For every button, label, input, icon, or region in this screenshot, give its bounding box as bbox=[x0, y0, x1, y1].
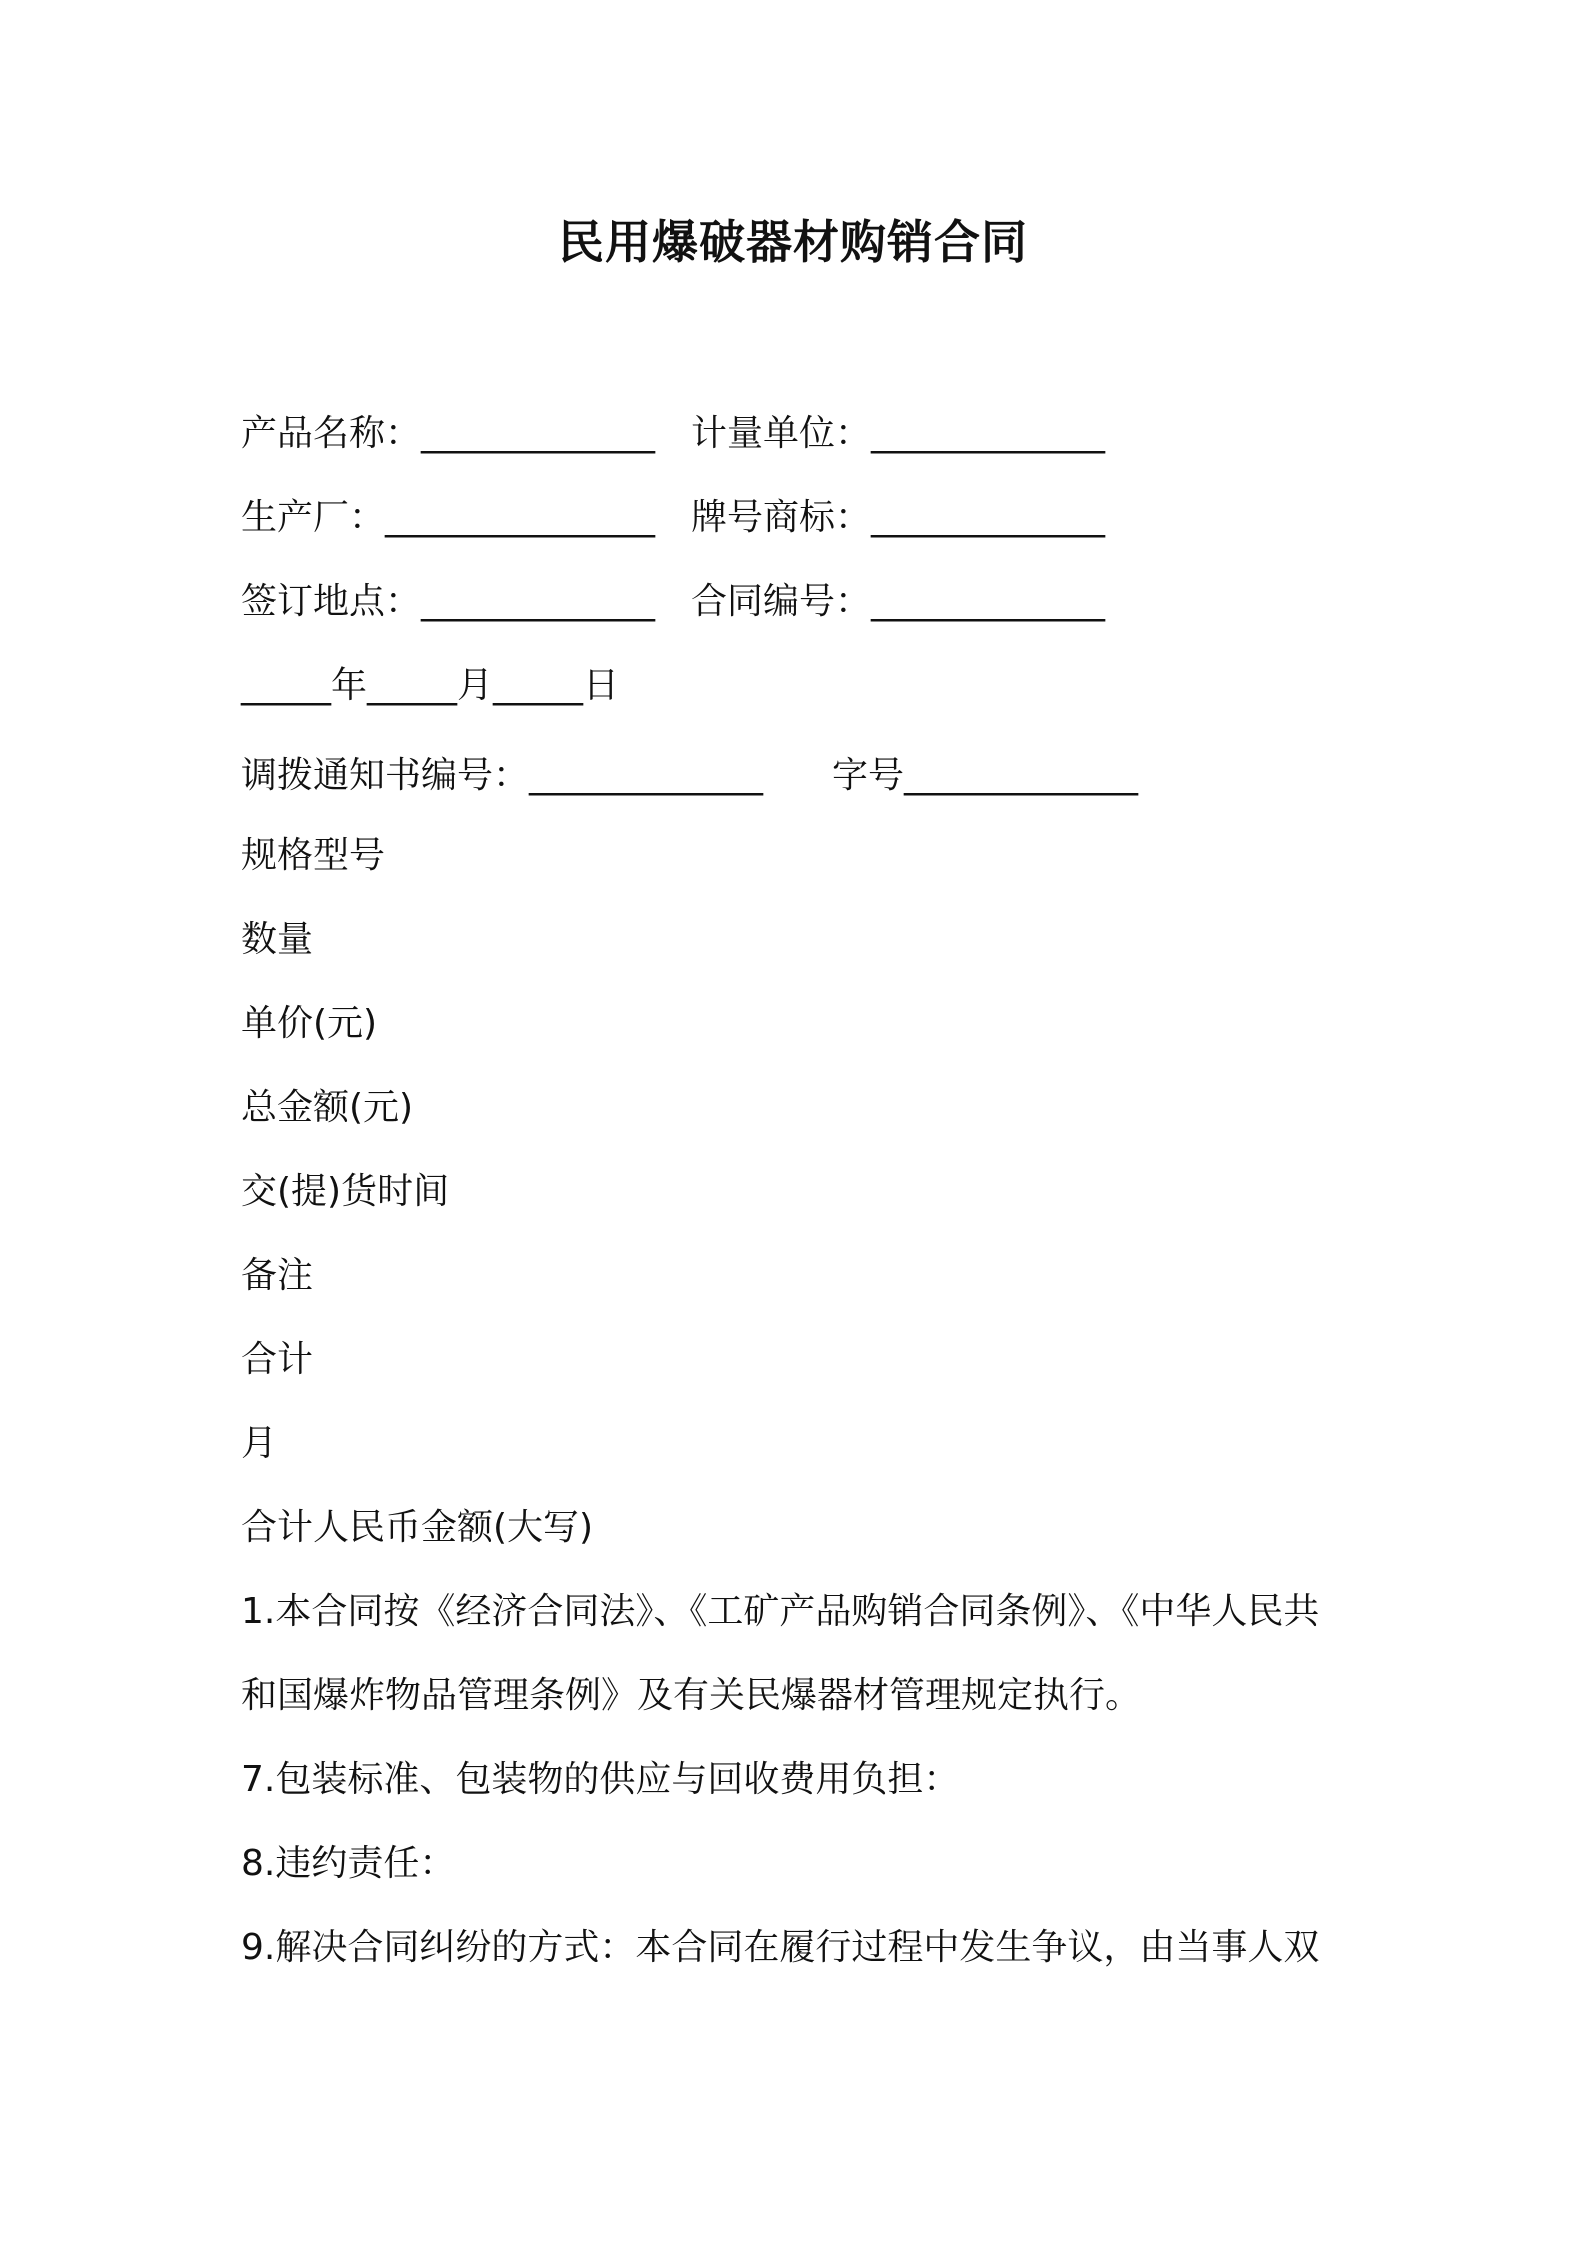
label-unit-price: 单价(元) bbox=[241, 1003, 378, 1044]
label-total: 合计 bbox=[241, 1339, 314, 1380]
sign-place-field: 签订地点：_____________ bbox=[241, 581, 656, 622]
clause-9-line-1: 9.解决合同纠纷的方式：本合同在履行过程中发生争议，由当事人双 bbox=[241, 1927, 1320, 1968]
label-total-amount: 总金额(元) bbox=[241, 1087, 414, 1128]
clause-1-line-1: 1.本合同按《经济合同法》、《工矿产品购销合同条例》、《中华人民共 bbox=[241, 1591, 1320, 1632]
manufacturer-field: 生产厂：_______________ bbox=[241, 497, 656, 538]
zihao-field: 字号_____________ bbox=[832, 755, 1139, 796]
product-name-field: 产品名称：_____________ bbox=[241, 413, 656, 454]
label-spec: 规格型号 bbox=[241, 835, 386, 876]
clause-1-line-2: 和国爆炸物品管理条例》及有关民爆器材管理规定执行。 bbox=[241, 1675, 1142, 1716]
label-month: 月 bbox=[241, 1423, 278, 1464]
date-field: _____年_____月_____日 bbox=[241, 665, 619, 706]
brand-field: 牌号商标：_____________ bbox=[691, 497, 1106, 538]
label-quantity: 数量 bbox=[241, 919, 314, 960]
clause-8: 8.违约责任： bbox=[241, 1843, 456, 1884]
contract-no-field: 合同编号：_____________ bbox=[691, 581, 1106, 622]
label-rmb-total: 合计人民币金额(大写) bbox=[241, 1507, 594, 1548]
allocation-notice-field: 调拨通知书编号：_____________ bbox=[241, 755, 764, 796]
label-remarks: 备注 bbox=[241, 1255, 314, 1296]
document-title: 民用爆破器材购销合同 bbox=[558, 215, 1028, 269]
unit-field: 计量单位：_____________ bbox=[691, 413, 1106, 454]
clause-7: 7.包装标准、包装物的供应与回收费用负担： bbox=[241, 1759, 960, 1800]
label-delivery-time: 交(提)货时间 bbox=[241, 1171, 450, 1212]
